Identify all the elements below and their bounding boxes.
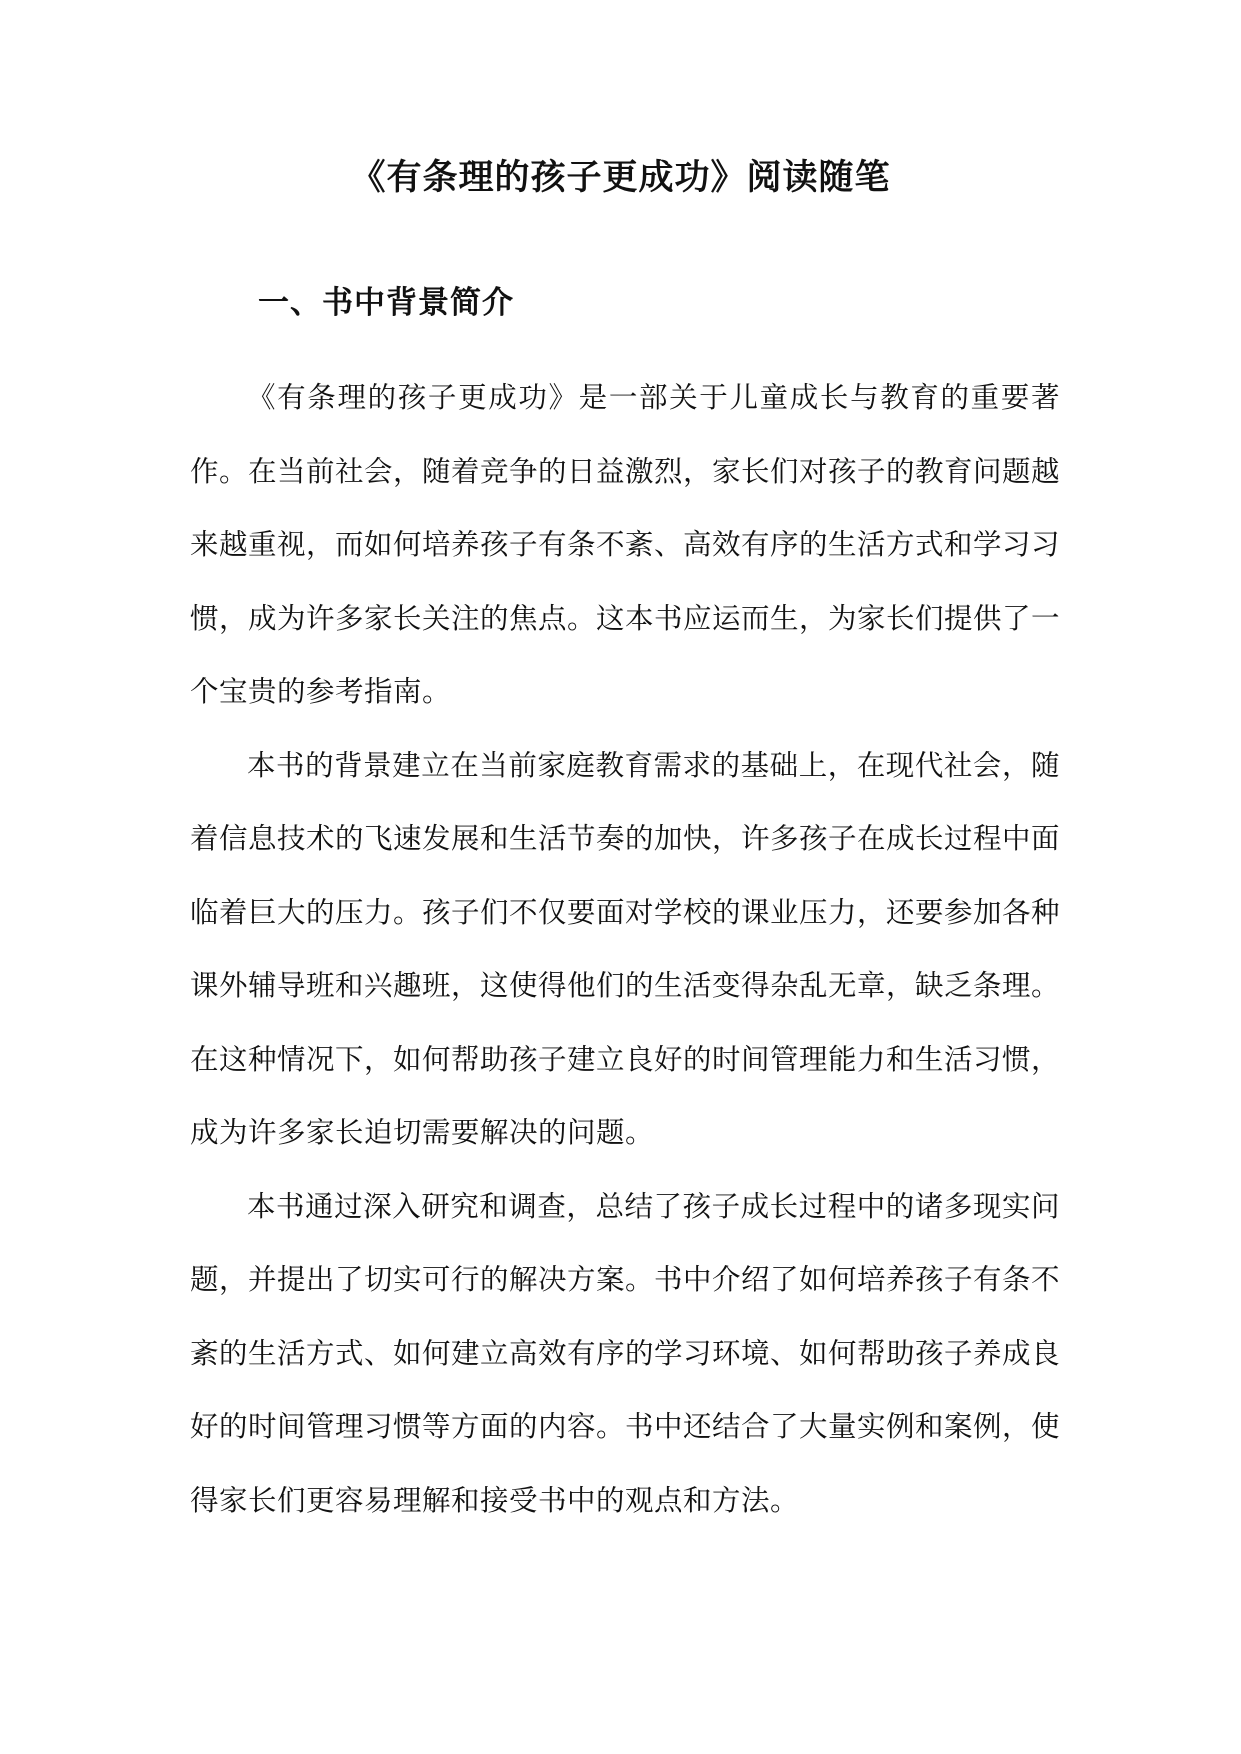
document-title: 《有条理的孩子更成功》阅读随笔	[350, 157, 891, 198]
paragraph-1: 《有条理的孩子更成功》是一部关于儿童成长与教育的重要著作。在当前社会，随着竞争的日益激烈，家长们对孩子的教育问题越来越重视，而如何培养孩子有条不紊、高效有序的生活方式和学习习惯，成为许多家长关注的焦点。这本书应运而生，为家长们提供了一个宝贵的参考指南。	[190, 381, 1061, 708]
paragraph-3: 本书通过深入研究和调查，总结了孩子成长过程中的诸多现实问题，并提出了切实可行的解决方案。书中介绍了如何培养孩子有条不紊的生活方式、如何建立高效有序的学习环境、如何帮助孩子养成良好的时间管理习惯等方面的内容。书中还结合了大量实例和案例，使得家长们更容易理解和接受书中的观点和方法。	[190, 1189, 1061, 1517]
section-body	[190, 361, 1060, 1537]
paragraph-2: 本书的背景建立在当前家庭教育需求的基础上，在现代社会，随着信息技术的飞速发展和生活节奏的加快，许多孩子在成长过程中面临着巨大的压力。孩子们不仅要面对学校的课业压力，还要参加各种课外辅导班和兴趣班，这使得他们的生活变得杂乱无章，缺乏条理。在这种情况下，如何帮助孩子建立良好的时间管理能力和生活习惯，成为许多家长迫切需要解决的问题。	[190, 748, 1061, 1149]
section-heading: 一、书中背景简介	[258, 285, 514, 321]
